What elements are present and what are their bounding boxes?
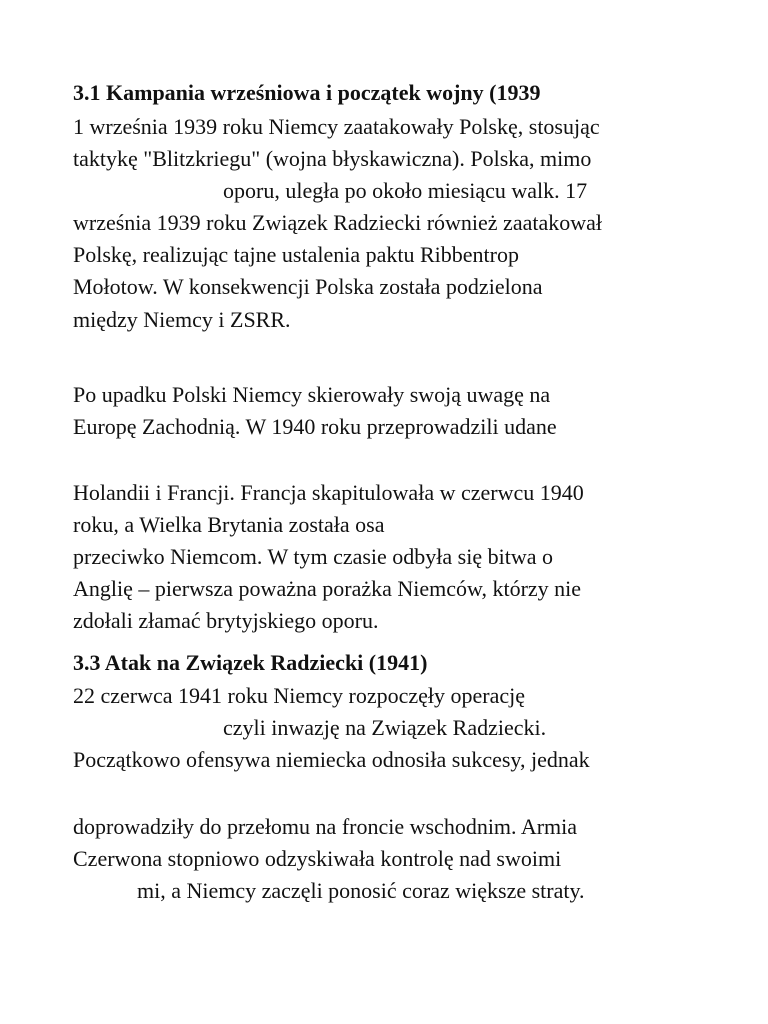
section-heading-3-1: 3.1 Kampania wrześniowa i początek wojny (1939 xyxy=(73,80,541,105)
paragraph-line: roku, a Wielka Brytania została osa xyxy=(73,512,385,537)
paragraph-line: mi, a Niemcy zaczęli ponosić coraz większe straty. xyxy=(137,878,585,903)
paragraph-line: Początkowo ofensywa niemiecka odnosiła sukcesy, jednak xyxy=(73,747,590,772)
paragraph-line: oporu, uległa po około miesiącu walk. 17 xyxy=(223,178,588,203)
paragraph-line: 1 września 1939 roku Niemcy zaatakowały Polskę, stosując xyxy=(73,114,600,139)
paragraph-line: września 1939 roku Związek Radziecki również zaatakował xyxy=(73,210,602,235)
paragraph-line: czyli inwazję na Związek Radziecki. xyxy=(223,715,547,740)
paragraph-line: Mołotow. W konsekwencji Polska została podzielona xyxy=(73,274,543,299)
paragraph-line: Europę Zachodnią. W 1940 roku przeprowadzili udane xyxy=(73,414,557,439)
paragraph-line: taktykę "Blitzkriegu" (wojna błyskawiczna). Polska, mimo xyxy=(73,146,592,171)
paragraph-line: Anglię – pierwsza poważna porażka Niemców, którzy nie xyxy=(73,576,582,601)
paragraph-line: Holandii i Francji. Francja skapitulowała w czerwcu 1940 xyxy=(73,480,584,505)
paragraph-line: przeciwko Niemcom. W tym czasie odbyła się bitwa o xyxy=(73,544,553,569)
paragraph-line: Po upadku Polski Niemcy skierowały swoją uwagę na xyxy=(73,382,551,407)
paragraph-line: doprowadziły do przełomu na froncie wschodnim. Armia xyxy=(73,814,578,839)
section-heading-3-3: 3.3 Atak na Związek Radziecki (1941) xyxy=(73,650,428,675)
paragraph-line: Polskę, realizując tajne ustalenia paktu Ribbentrop xyxy=(73,242,519,267)
paragraph-line: zdołali złamać brytyjskiego oporu. xyxy=(73,608,379,633)
paragraph-line: 22 czerwca 1941 roku Niemcy rozpoczęły operację xyxy=(73,683,525,708)
paragraph-line: Czerwona stopniowo odzyskiwała kontrolę nad swoimi xyxy=(73,846,562,871)
paragraph-line: między Niemcy i ZSRR. xyxy=(73,307,291,332)
